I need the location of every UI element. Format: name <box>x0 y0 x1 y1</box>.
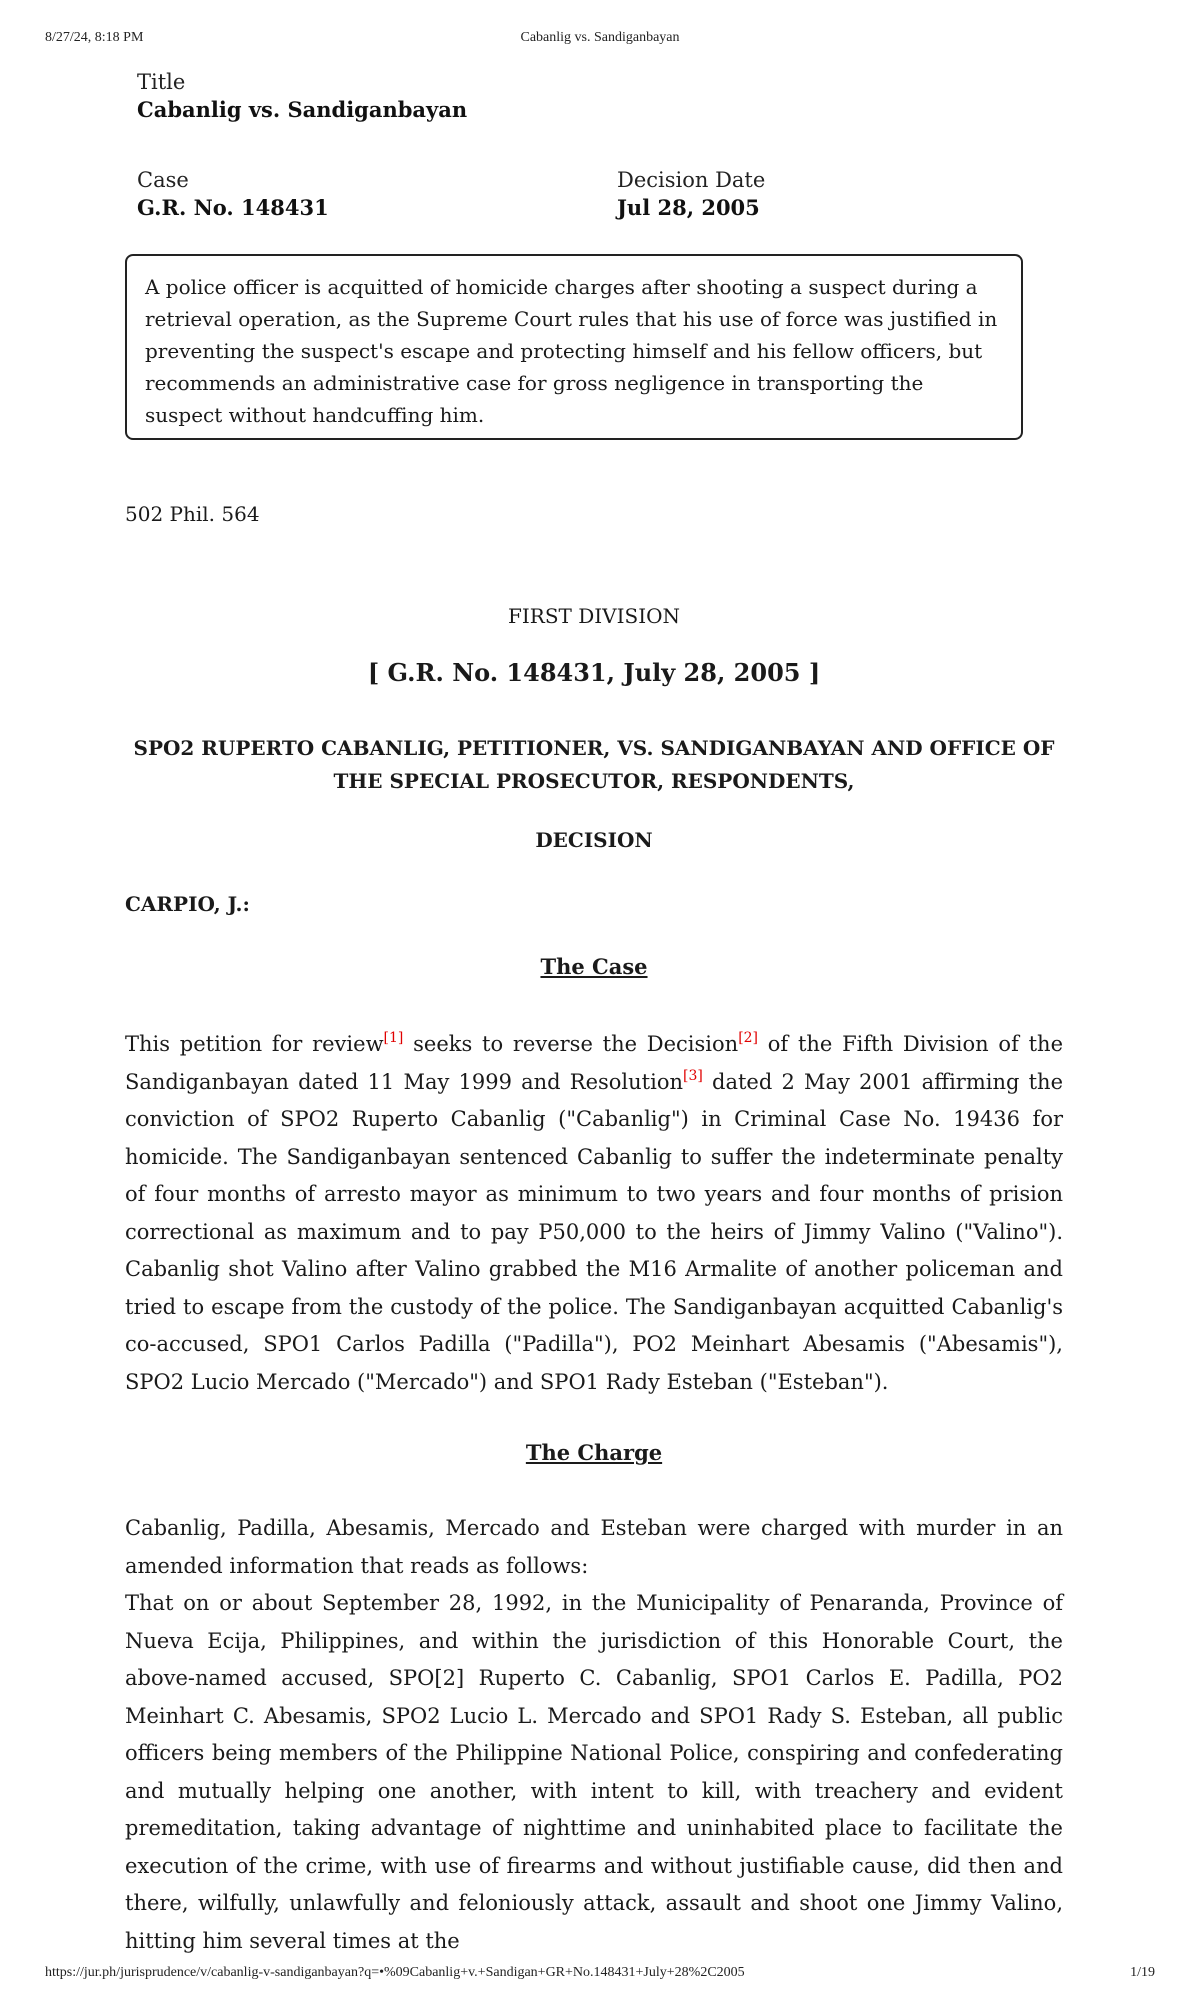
case-summary: A police officer is acquitted of homicide charges after shooting a suspect during a retrieval operation, as the Supreme Court rules that his use of force was justified in preventing the suspect's escape and protecting himself and his fellow officers, but recommends an administrative case for gross negligence in transporting the suspect without handcuffing him. <box>125 254 1023 440</box>
decision-date-label: Decision Date <box>617 168 766 192</box>
case-value: G.R. No. 148431 <box>137 195 329 220</box>
decision-label: DECISION <box>535 828 653 852</box>
footnote-link-2[interactable]: [2] <box>738 1030 759 1046</box>
gr-number: [ G.R. No. 148431, July 28, 2005 ] <box>367 658 821 687</box>
print-url: https://jur.ph/jurisprudence/v/cabanlig-v-sandiganbayan?q=•%09Cabanlig+v.+Sandigan+GR+No.148431+July+28%2C2005 <box>45 1965 745 1980</box>
division: FIRST DIVISION <box>507 604 680 628</box>
title-label: Title <box>137 70 186 94</box>
case-paragraph <box>125 1026 1063 1401</box>
charge-information: That on or about September 28, 1992, in the Municipality of Penaranda, Province of Nueva Ecija, Philippines, and within the jurisdiction of this Honorable Court, the above-named accused, SPO[2] Ruperto C. Cabanlig, SPO1 Carlos E. Padilla, PO2 Meinhart C. Abesamis, SPO2 Lucio L. Mercado and SPO1 Rady S. Esteban, all public officers being members of the Philippine National Police, conspiring and confederating and mutually helping one another, with intent to kill, with treachery and evident premeditation, taking advantage of nighttime and uninhabited place to facilitate the execution of the crime, with use of firearms and without justifiable cause, did then and there, wilfully, unlawfully and feloniously attack, assault and shoot one Jimmy Valino, hitting him several times at the <box>125 1591 1063 1953</box>
footnote-link-1[interactable]: [1] <box>383 1030 404 1046</box>
case-text-1: This petition for review <box>125 1032 384 1056</box>
case-label: Case <box>137 168 189 192</box>
print-datetime: 8/27/24, 8:18 PM <box>45 30 144 45</box>
meta-title <box>137 68 467 124</box>
print-title: Cabanlig vs. Sandiganbayan <box>520 30 680 45</box>
case-text-4: dated 2 May 2001 affirming the conviction of SPO2 Ruperto Cabanlig ("Cabanlig") in Criminal Case No. 19436 for homicide. The Sandiganbayan sentenced Cabanlig to suffer the indeterminate penalty of four months of arresto mayor as minimum to two years and four months of prision correctional as maximum and to pay P50,000 to the heirs of Jimmy Valino ("Valino"). Cabanlig shot Valino after Valino grabbed the M16 Armalite of another policeman and tried to escape from the custody of the police. The Sandiganbayan acquitted Cabanlig's co-accused, SPO1 Carlos Padilla ("Padilla"), PO2 Meinhart Abesamis ("Abesamis"), SPO2 Lucio Mercado ("Mercado") and SPO1 Rady Esteban ("Esteban"). <box>125 1069 1063 1394</box>
title-value: Cabanlig vs. Sandiganbayan <box>137 97 468 122</box>
citation: 502 Phil. 564 <box>125 502 260 526</box>
ponente: CARPIO, J.: <box>125 892 250 916</box>
print-footer <box>0 1965 1200 1989</box>
parties: SPO2 RUPERTO CABANLIG, PETITIONER, VS. SANDIGANBAYAN AND OFFICE OF THE SPECIAL PROSECUTOR, RESPONDENTS, <box>133 736 1055 793</box>
meta-decision-date <box>617 166 765 222</box>
heading-the-case: The Case <box>540 954 648 979</box>
meta-case <box>137 166 329 222</box>
case-text-3: of the Fifth Division of the Sandiganbayan dated 11 May 1999 and Resolution <box>125 1032 1063 1094</box>
case-text-2: seeks to reverse the Decision <box>403 1032 739 1056</box>
heading-the-charge: The Charge <box>525 1440 663 1465</box>
footnote-link-3[interactable]: [3] <box>683 1067 703 1084</box>
print-header <box>0 30 1200 54</box>
charge-intro: Cabanlig, Padilla, Abesamis, Mercado and Esteban were charged with murder in an amended information that reads as follows: <box>125 1516 1063 1578</box>
decision-date-value: Jul 28, 2005 <box>617 195 760 220</box>
page-number: 1/19 <box>1130 1965 1155 1980</box>
